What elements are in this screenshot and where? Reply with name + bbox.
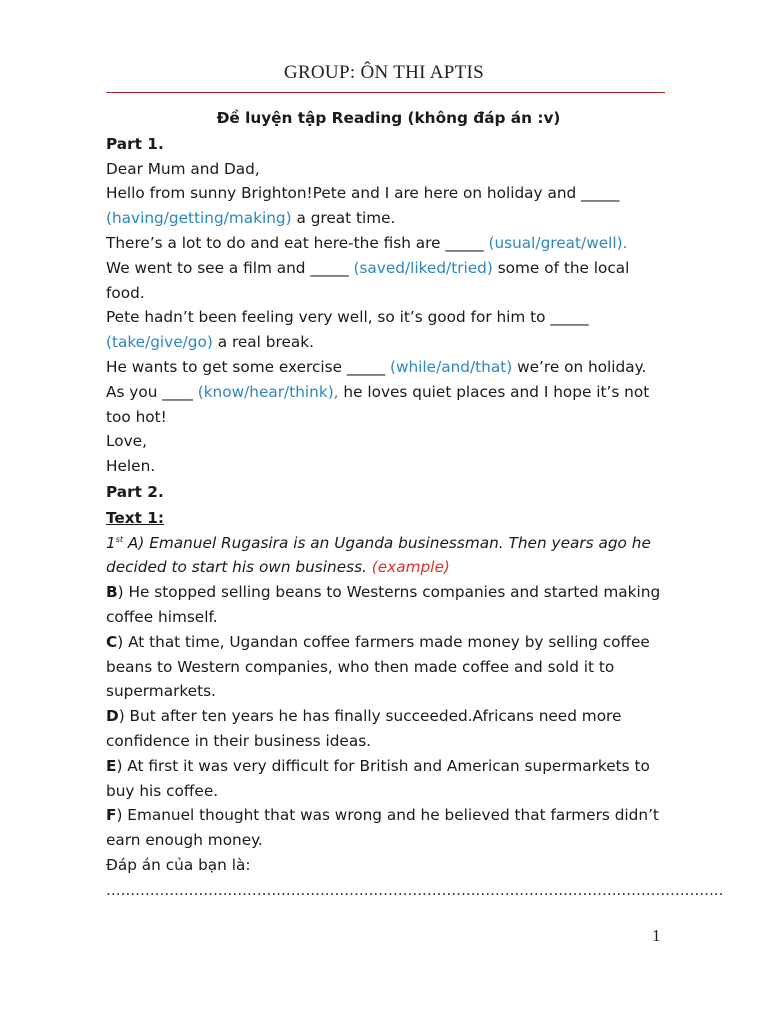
p1-line-7-text: a real break. <box>212 333 314 352</box>
item-e-line-1 <box>106 754 671 779</box>
p1-line-4-text: We went to see a film and _____ <box>106 258 354 277</box>
p1-line-7 <box>106 330 671 355</box>
item-c-letter: C <box>106 632 118 651</box>
options-4: (take/give/go) <box>106 333 213 352</box>
document-body <box>106 106 724 903</box>
part2-heading: Part 2. <box>106 482 164 501</box>
group-header: GROUP: ÔN THI APTIS <box>283 62 485 83</box>
item-f-letter: F <box>106 806 117 825</box>
item-c-text-1: ) At that time, Ugandan coffee farmers made money by selling coffee <box>117 632 650 651</box>
example-label: (example) <box>371 558 450 577</box>
item-c-line-2: beans to Western companies, who then made coffee and sold it to <box>106 657 615 676</box>
item-f-line-1 <box>106 803 671 828</box>
item-e-line-2: buy his coffee. <box>106 781 219 800</box>
p1-line-3-text: There’s a lot to do and eat here-the fish are _____ <box>106 233 489 252</box>
item-a-text-1: A) Emanuel Rugasira is an Uganda businessman. Then years ago he <box>123 533 651 552</box>
greeting: Dear Mum and Dad, <box>106 159 260 178</box>
p1-line-9-text: As you ____ <box>106 382 198 401</box>
p1-line-2 <box>106 206 671 231</box>
options-2: (usual/great/well). <box>488 233 628 252</box>
p1-line-4-rest: some of the local <box>492 258 630 277</box>
item-b-line-2: coffee himself. <box>106 607 218 626</box>
text1-heading: Text 1: <box>106 508 165 527</box>
document-title: Đề luyện tập Reading (không đáp án :v) <box>216 109 561 127</box>
p1-line-9 <box>106 380 671 405</box>
item-a-line-1 <box>106 531 671 556</box>
item-a-line-2 <box>106 555 671 580</box>
signature: Helen. <box>106 457 156 476</box>
item-b-letter: B <box>106 583 118 602</box>
page-number: 1 <box>652 926 661 945</box>
p1-line-3 <box>106 231 671 256</box>
item-b-text-1: ) He stopped selling beans to Westerns companies and started making <box>117 583 661 602</box>
p1-line-10: too hot! <box>106 407 167 426</box>
item-f-line-2: earn enough money. <box>106 831 263 850</box>
options-6: (know/hear/think), <box>197 382 339 401</box>
item-b-line-1 <box>106 580 671 605</box>
p1-line-1: Hello from sunny Brighton!Pete and I are here on holiday and _____ <box>106 184 620 203</box>
item-d-text-1: ) But after ten years he has finally succeeded.Africans need more <box>118 707 622 726</box>
options-1: (having/getting/making) <box>106 209 292 228</box>
item-e-text-1: ) At first it was very difficult for British and American supermarkets to <box>116 756 650 775</box>
p1-line-6: Pete hadn’t been feeling very well, so it’s good for him to _____ <box>106 308 589 327</box>
p1-line-8 <box>106 355 671 380</box>
options-3: (saved/liked/tried) <box>353 258 493 277</box>
header-divider <box>106 92 665 93</box>
item-d-letter: D <box>106 707 119 726</box>
item-a-number: 1 <box>106 533 116 552</box>
closing-love: Love, <box>106 432 147 451</box>
p1-line-5: food. <box>106 283 145 302</box>
item-d-line-2: confidence in their business ideas. <box>106 731 372 750</box>
item-f-text-1: ) Emanuel thought that was wrong and he believed that farmers didn’t <box>116 806 659 825</box>
p1-line-8-text: He wants to get some exercise _____ <box>106 357 390 376</box>
item-d-line-1 <box>106 704 671 729</box>
p1-line-4 <box>106 256 671 281</box>
item-a-sup: st <box>115 534 124 544</box>
item-c-line-1 <box>106 630 671 655</box>
item-e-letter: E <box>106 756 117 775</box>
item-c-line-3: supermarkets. <box>106 682 216 701</box>
p1-line-8-rest: we’re on holiday. <box>512 357 647 376</box>
answer-blank[interactable]: ............................................................................................................................... <box>106 880 724 899</box>
answer-label: Đáp án của bạn là: <box>106 855 251 874</box>
item-a-text-2: decided to start his own business. <box>106 558 372 577</box>
part1-heading: Part 1. <box>106 134 164 153</box>
p1-line-9-rest: he loves quiet places and I hope it’s not <box>338 382 650 401</box>
p1-line-2-text: a great time. <box>291 209 396 228</box>
options-5: (while/and/that) <box>390 357 513 376</box>
